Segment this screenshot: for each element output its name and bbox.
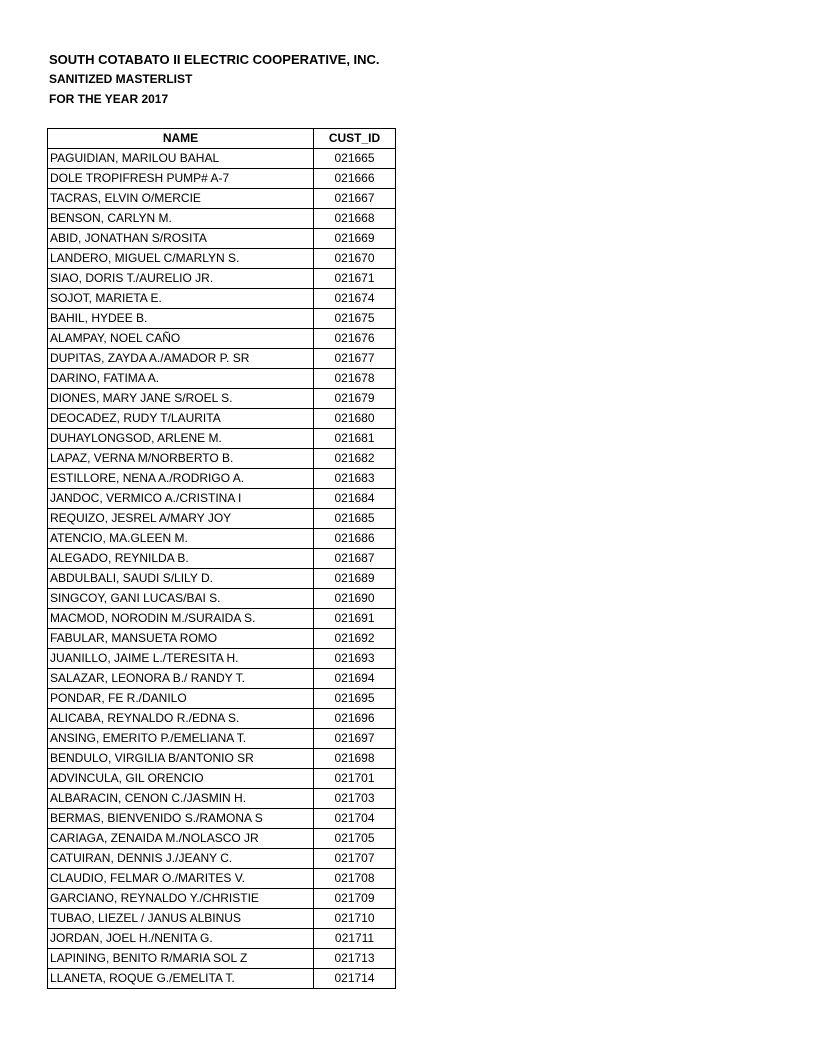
table-row [48,289,396,309]
cust-id-cell: 021684 [314,489,396,509]
cust-id-cell: 021695 [314,689,396,709]
cust-id-cell: 021675 [314,309,396,329]
name-cell: JORDAN, JOEL H./NENITA G. [48,929,314,949]
cust-id-cell: 021685 [314,509,396,529]
table-row [48,169,396,189]
name-cell: ADVINCULA, GIL ORENCIO [48,769,314,789]
cust-id-cell: 021704 [314,809,396,829]
table-row [48,589,396,609]
cust-id-cell: 021674 [314,289,396,309]
name-cell: TUBAO, LIEZEL / JANUS ALBINUS [48,909,314,929]
name-cell: DUPITAS, ZAYDA A./AMADOR P. SR [48,349,314,369]
name-cell: DEOCADEZ, RUDY T/LAURITA [48,409,314,429]
name-cell: CATUIRAN, DENNIS J./JEANY C. [48,849,314,869]
cust-id-cell: 021680 [314,409,396,429]
name-cell: ABDULBALI, SAUDI S/LILY D. [48,569,314,589]
name-cell: SIAO, DORIS T./AURELIO JR. [48,269,314,289]
table-row [48,449,396,469]
table-row [48,749,396,769]
name-cell: LANDERO, MIGUEL C/MARLYN S. [48,249,314,269]
table-row [48,929,396,949]
table-row [48,249,396,269]
table-body [48,149,396,989]
table-row [48,729,396,749]
cust-id-cell: 021703 [314,789,396,809]
name-cell: DOLE TROPIFRESH PUMP# A-7 [48,169,314,189]
cust-id-cell: 021666 [314,169,396,189]
table-row [48,629,396,649]
table-row [48,789,396,809]
cust-id-cell: 021671 [314,269,396,289]
name-cell: BENSON, CARLYN M. [48,209,314,229]
organization-title: SOUTH COTABATO II ELECTRIC COOPERATIVE, INC. [49,52,380,67]
cust-id-cell: 021711 [314,929,396,949]
name-cell: ABID, JONATHAN S/ROSITA [48,229,314,249]
table-row [48,409,396,429]
cust-id-cell: 021710 [314,909,396,929]
column-header-cust-id: CUST_ID [314,129,396,149]
table-row [48,209,396,229]
name-cell: DIONES, MARY JANE S/ROEL S. [48,389,314,409]
name-cell: TACRAS, ELVIN O/MERCIE [48,189,314,209]
cust-id-cell: 021697 [314,729,396,749]
cust-id-cell: 021676 [314,329,396,349]
table-row [48,649,396,669]
name-cell: ALAMPAY, NOEL CAÑO [48,329,314,349]
name-cell: ATENCIO, MA.GLEEN M. [48,529,314,549]
cust-id-cell: 021667 [314,189,396,209]
name-cell: JANDOC, VERMICO A./CRISTINA I [48,489,314,509]
table-row [48,529,396,549]
table-row [48,689,396,709]
cust-id-cell: 021701 [314,769,396,789]
table-row [48,869,396,889]
table-row [48,809,396,829]
table-row [48,949,396,969]
table-row [48,849,396,869]
name-cell: CARIAGA, ZENAIDA M./NOLASCO JR [48,829,314,849]
name-cell: DUHAYLONGSOD, ARLENE M. [48,429,314,449]
cust-id-cell: 021694 [314,669,396,689]
table-row [48,309,396,329]
table-row [48,389,396,409]
name-cell: BENDULO, VIRGILIA B/ANTONIO SR [48,749,314,769]
cust-id-cell: 021713 [314,949,396,969]
name-cell: REQUIZO, JESREL A/MARY JOY [48,509,314,529]
masterlist-table [47,128,396,989]
cust-id-cell: 021689 [314,569,396,589]
document-subtitle: SANITIZED MASTERLIST [49,72,193,86]
name-cell: ESTILLORE, NENA A./RODRIGO A. [48,469,314,489]
name-cell: ALICABA, REYNALDO R./EDNA S. [48,709,314,729]
cust-id-cell: 021692 [314,629,396,649]
name-cell: SINGCOY, GANI LUCAS/BAI S. [48,589,314,609]
cust-id-cell: 021669 [314,229,396,249]
cust-id-cell: 021678 [314,369,396,389]
cust-id-cell: 021683 [314,469,396,489]
table-row [48,429,396,449]
table-row [48,149,396,169]
name-cell: SALAZAR, LEONORA B./ RANDY T. [48,669,314,689]
cust-id-cell: 021709 [314,889,396,909]
cust-id-cell: 021686 [314,529,396,549]
cust-id-cell: 021691 [314,609,396,629]
cust-id-cell: 021681 [314,429,396,449]
table-row [48,469,396,489]
table-row [48,769,396,789]
name-cell: ANSING, EMERITO P./EMELIANA T. [48,729,314,749]
cust-id-cell: 021696 [314,709,396,729]
cust-id-cell: 021708 [314,869,396,889]
cust-id-cell: 021698 [314,749,396,769]
name-cell: BAHIL, HYDEE B. [48,309,314,329]
table-row [48,969,396,989]
name-cell: BERMAS, BIENVENIDO S./RAMONA S [48,809,314,829]
cust-id-cell: 021707 [314,849,396,869]
table-row [48,889,396,909]
table-row [48,489,396,509]
table-row [48,509,396,529]
name-cell: SOJOT, MARIETA E. [48,289,314,309]
table-row [48,329,396,349]
name-cell: LLANETA, ROQUE G./EMELITA T. [48,969,314,989]
cust-id-cell: 021705 [314,829,396,849]
table-row [48,709,396,729]
table-row [48,829,396,849]
table-row [48,609,396,629]
document-header [49,50,380,109]
table-header-row [48,129,396,149]
cust-id-cell: 021682 [314,449,396,469]
table-row [48,229,396,249]
name-cell: DARINO, FATIMA A. [48,369,314,389]
name-cell: CLAUDIO, FELMAR O./MARITES V. [48,869,314,889]
name-cell: PONDAR, FE R./DANILO [48,689,314,709]
table-row [48,369,396,389]
table-row [48,269,396,289]
table-row [48,669,396,689]
cust-id-cell: 021714 [314,969,396,989]
table-row [48,189,396,209]
cust-id-cell: 021693 [314,649,396,669]
name-cell: GARCIANO, REYNALDO Y./CHRISTIE [48,889,314,909]
name-cell: FABULAR, MANSUETA ROMO [48,629,314,649]
column-header-name: NAME [48,129,314,149]
name-cell: PAGUIDIAN, MARILOU BAHAL [48,149,314,169]
cust-id-cell: 021690 [314,589,396,609]
name-cell: ALEGADO, REYNILDA B. [48,549,314,569]
cust-id-cell: 021677 [314,349,396,369]
name-cell: ALBARACIN, CENON C./JASMIN H. [48,789,314,809]
name-cell: MACMOD, NORODIN M./SURAIDA S. [48,609,314,629]
cust-id-cell: 021679 [314,389,396,409]
cust-id-cell: 021670 [314,249,396,269]
table-row [48,909,396,929]
cust-id-cell: 021668 [314,209,396,229]
table-row [48,569,396,589]
cust-id-cell: 021665 [314,149,396,169]
year-line: FOR THE YEAR 2017 [49,92,169,106]
name-cell: JUANILLO, JAIME L./TERESITA H. [48,649,314,669]
name-cell: LAPINING, BENITO R/MARIA SOL Z [48,949,314,969]
cust-id-cell: 021687 [314,549,396,569]
name-cell: LAPAZ, VERNA M/NORBERTO B. [48,449,314,469]
table-row [48,549,396,569]
table-row [48,349,396,369]
